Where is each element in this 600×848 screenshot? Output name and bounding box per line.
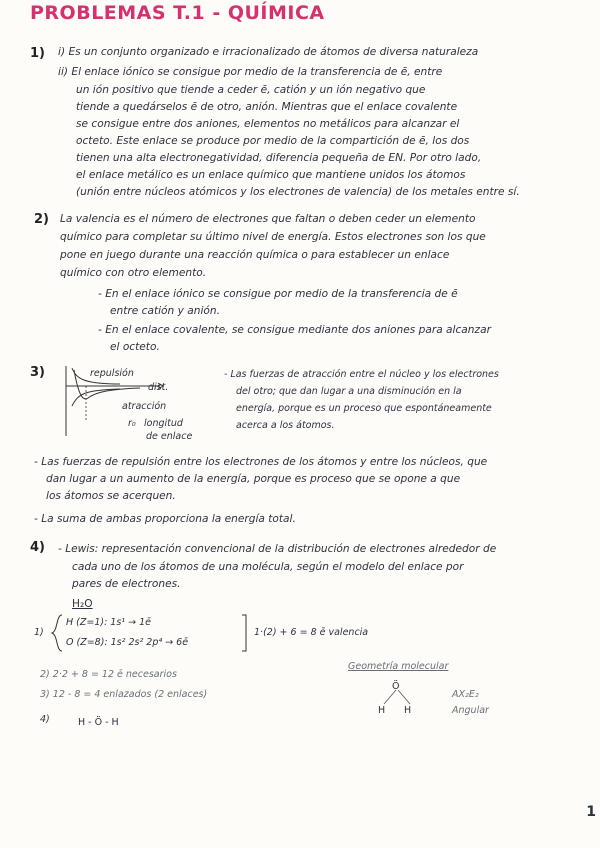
q1-line: tienen una alta electronegatividad, diferencia pequeña de EN. Por otro lado, [76, 152, 482, 164]
question-3-number: 3) [30, 365, 45, 380]
q4-line: pares de electrones. [72, 578, 181, 590]
q3-right-line: energía, porque es un proceso que espontáneamente [236, 403, 492, 414]
r0-label: r₀ [128, 418, 136, 429]
q1-line: el enlace metálico es un enlace químico que mantiene unidos los átomos [76, 169, 466, 181]
q2-line: pone en juego durante una reacción química o para establecer un enlace [60, 249, 450, 261]
q3-right-line: del otro; que dan lugar a una disminución en la [236, 386, 462, 397]
geometry-title: Geometría molecular [348, 661, 449, 672]
q2-line: La valencia es el número de electrones que faltan o deben ceder un elemento [60, 213, 476, 225]
step-3: 3) 12 - 8 = 4 enlazados (2 enlaces) [40, 689, 208, 700]
left-brace [50, 614, 64, 652]
attraction-label: atracción [122, 401, 167, 412]
q1-line: ii) El enlace iónico se consigue por medio de la transferencia de ē, entre [58, 66, 443, 78]
q1-line: un ión positivo que tiende a ceder ē, catión y un ión negativo que [76, 84, 426, 96]
q2-line: químico para completar su último nivel de energía. Estos electrones son los que [60, 231, 486, 243]
q3-line: los átomos se acerquen. [46, 490, 176, 502]
q2-bullet: entre catión y anión. [110, 305, 220, 317]
q1-line: octeto. Este enlace se produce por medio de la compartición de ē, los dos [76, 135, 470, 147]
step-2: 2) 2·2 + 8 = 12 ē necesarios [40, 669, 177, 680]
q1-line: tiende a quedárselos ē de otro, anión. Mientras que el enlace covalente [76, 101, 458, 113]
q3-line: - La suma de ambas proporciona la energía total. [34, 513, 296, 525]
question-4-number: 4) [30, 540, 45, 555]
page-title: PROBLEMAS T.1 - QUÍMICA [30, 2, 325, 24]
q2-bullet: - En el enlace covalente, se consigue mediante dos aniones para alcanzar [98, 324, 491, 336]
molecule-formula: H₂O [72, 598, 93, 610]
q1-line: (unión entre núcleos atómicos y los electrones de valencia) de los metales entre sí. [76, 186, 520, 198]
q3-line: - Las fuerzas de repulsión entre los electrones de los átomos y entre los núcleos, que [34, 456, 488, 468]
q4-line: - Lewis: representación convencional de la distribución de electrones alrededor de [58, 543, 497, 555]
q1-line: i) Es un conjunto organizado e irracionalizado de átomos de diversa naturaleza [58, 46, 479, 58]
step-4-number: 4) [40, 714, 50, 725]
q3-line: dan lugar a un aumento de la energía, porque es proceso que se opone a que [46, 473, 461, 485]
right-brace [240, 614, 250, 652]
q3-right-line: acerca a los átomos. [236, 420, 335, 431]
q4-line: cada uno de los átomos de una molécula, según el modelo del enlace por [72, 561, 464, 573]
q3-right-line: - Las fuerzas de atracción entre el núcleo y los electrones [224, 369, 499, 380]
bond-length-label-2: de enlace [146, 431, 193, 442]
question-1-number: 1) [30, 46, 45, 61]
repulsion-label: repulsión [90, 368, 134, 379]
bond-right [398, 690, 410, 704]
page-number: 1 [586, 804, 596, 820]
q2-bullet: el octeto. [110, 341, 160, 353]
q2-bullet: - En el enlace iónico se consigue por medio de la transferencia de ē [98, 288, 458, 300]
geometry-type: Angular [452, 705, 489, 716]
question-2-number: 2) [34, 212, 49, 227]
geometry-oxygen: Ö [392, 681, 400, 692]
step-1-number: 1) [34, 627, 44, 638]
bond-length-label: longitud [144, 418, 183, 429]
step-1-oxygen: O (Z=8): 1s² 2s² 2p⁴ → 6ē [66, 637, 189, 648]
lewis-structure: H - Ö - H [78, 717, 119, 728]
geometry-hydrogen-left: H [378, 705, 386, 716]
dist-label: dist. [148, 382, 169, 393]
step-1-total: 1·(2) + 6 = 8 ē valencia [254, 627, 369, 638]
vsepr-notation: AX₂E₂ [452, 689, 479, 700]
step-1-hydrogen: H (Z=1): 1s¹ → 1ē [66, 617, 151, 628]
q2-line: químico con otro elemento. [60, 267, 207, 279]
q1-line: se consigue entre dos aniones, elementos no metálicos para alcanzar el [76, 118, 460, 130]
geometry-hydrogen-right: H [404, 705, 412, 716]
